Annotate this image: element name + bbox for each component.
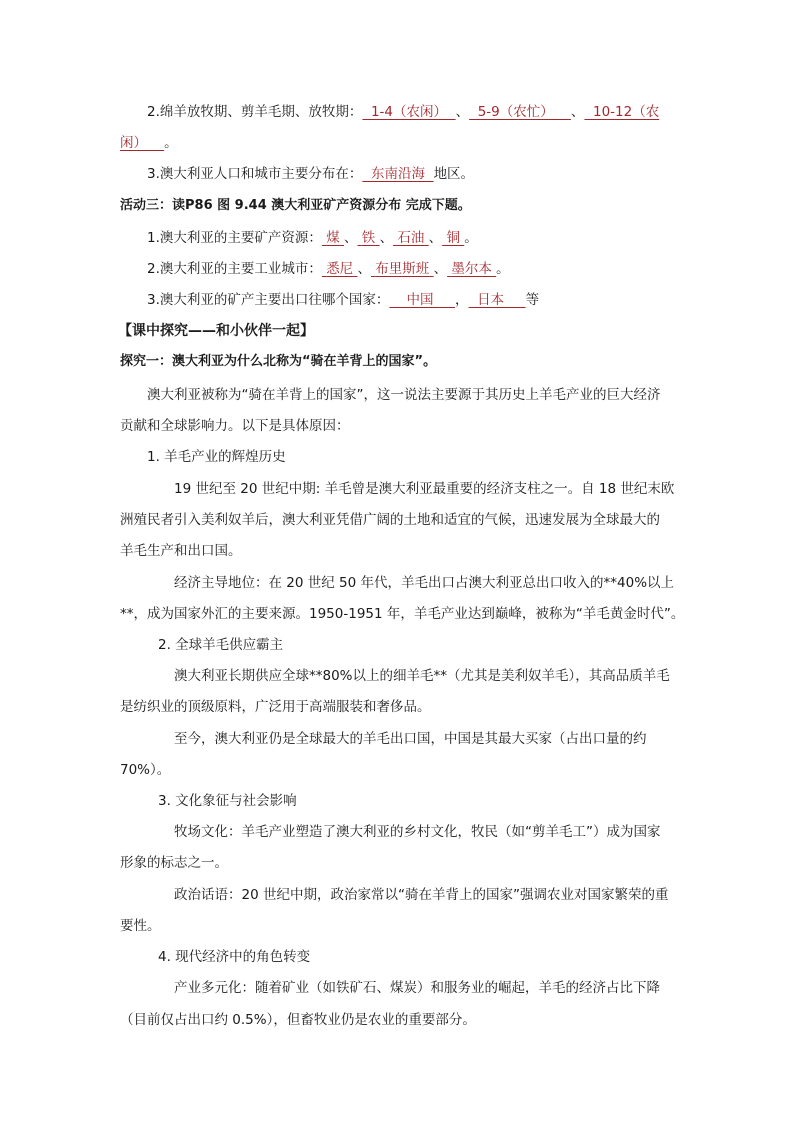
separator: 、 <box>570 104 585 120</box>
answer-blank: 悉尼 <box>326 261 354 277</box>
separator: 、 <box>343 230 358 246</box>
separator: 、 <box>357 261 371 277</box>
paragraph-line: 洲殖民者引入美利奴羊后，澳大利亚凭借广阔的土地和适宜的气候，迅速发展为全球最大的 <box>120 512 660 528</box>
paragraph-line: 形象的标志之一。 <box>120 855 228 871</box>
activity-3-q1 <box>147 228 478 248</box>
answer-blank: 闲） <box>120 135 165 151</box>
intro-line-1: 澳大利亚被称为“骑在羊背上的国家”，这一说法主要源于其历史上羊毛产业的巨大经济 <box>147 387 661 403</box>
paragraph-line: 19 世纪至 20 世纪中期: 羊毛曾是澳大利亚最重要的经济支柱之一。自 18 世纪末欧 <box>174 481 675 497</box>
section-3-title: 3. 文化象征与社会影响 <box>158 793 297 809</box>
paragraph-line: 政治话语：20 世纪中期，政治家常以“骑在羊背上的国家”强调农业对国家繁荣的重 <box>174 887 669 903</box>
period: 。 <box>496 261 510 277</box>
question-text: 2.绵羊放牧期、剪羊毛期、放牧期： <box>147 104 363 120</box>
paragraph-line: 是纺织业的顶级原料，广泛用于高端服装和奢侈品。 <box>120 699 431 715</box>
paragraph-line: 要性。 <box>120 918 161 934</box>
activity-3-q3 <box>147 290 539 310</box>
answer-blank: 煤 <box>326 230 340 246</box>
explore-1-title: 探究一：澳大利亚为什么北称为“骑在羊背上的国家”。 <box>120 354 437 369</box>
answer-blank: 1-4（农闲） <box>362 104 456 120</box>
paragraph-line: 经济主导地位：在 20 世纪 50 年代，羊毛出口占澳大利亚总出口收入的**40%以上 <box>174 575 675 591</box>
separator: ， <box>455 292 469 308</box>
question-text: 3.澳大利亚人口和城市主要分布在： <box>147 166 363 182</box>
answer-blank: 中国 <box>389 292 456 308</box>
separator: 、 <box>455 104 470 120</box>
question-end: 等 <box>525 292 540 308</box>
separator: 、 <box>379 230 394 246</box>
question-text: 1.澳大利亚的主要矿产资源： <box>147 230 322 246</box>
answer-blank: 墨尔本 <box>451 261 492 277</box>
paragraph-line: 羊毛生产和出口国。 <box>120 543 242 559</box>
paragraph-line: 牧场文化：羊毛产业塑造了澳大利亚的乡村文化，牧民（如“剪羊毛工”）成为国家 <box>174 824 661 840</box>
section-header: 【课中探究——和小伙伴一起】 <box>118 323 314 339</box>
section-4-title: 4. 现代经济中的角色转变 <box>158 949 311 965</box>
answer-blank: 布里斯班 <box>375 261 430 277</box>
period: 。 <box>464 230 478 246</box>
section-1-title: 1. 羊毛产业的辉煌历史 <box>147 449 286 465</box>
answer-blank: 5-9（农忙） <box>469 104 571 120</box>
answer-blank: 日本 <box>468 292 526 308</box>
paragraph-line: 至今，澳大利亚仍是全球最大的羊毛出口国，中国是其最大买家（占出口量的约 <box>174 731 647 747</box>
answer-blank: 石油 <box>397 230 425 246</box>
separator: 、 <box>433 261 448 277</box>
paragraph-line: 澳大利亚长期供应全球**80%以上的细羊毛**（尤其是美利奴羊毛），其高品质羊毛 <box>174 668 670 684</box>
period: 。 <box>164 135 178 151</box>
activity-3-q2 <box>147 259 510 279</box>
paragraph-line: 产业多元化：随着矿业（如铁矿石、煤炭）和服务业的崛起，羊毛的经济占比下降 <box>174 980 660 996</box>
question-3 <box>147 164 474 184</box>
question-end: 地区。 <box>433 166 475 182</box>
answer-blank: 铜 <box>446 230 460 246</box>
paragraph-line: **，成为国家外汇的主要来源。1950-1951 年，羊毛产业达到巅峰，被称为“羊毛黄金时代”。 <box>120 606 685 622</box>
answer-blank: 铁 <box>361 230 376 246</box>
activity-3-title: 活动三：读P86 图 9.44 澳大利亚矿产资源分布 完成下题。 <box>120 198 471 213</box>
answer-blank: 10-12（农 <box>584 104 660 120</box>
question-2-cont <box>120 133 178 153</box>
question-2 <box>147 102 659 122</box>
question-text: 2.澳大利亚的主要工业城市： <box>147 261 322 277</box>
question-text: 3.澳大利亚的矿产主要出口往哪个国家： <box>147 292 390 308</box>
answer-blank: 东南沿海 <box>362 166 434 182</box>
paragraph-line: 70%）。 <box>120 762 171 778</box>
separator: 、 <box>428 230 443 246</box>
section-2-title: 2. 全球羊毛供应霸主 <box>158 637 284 653</box>
paragraph-line: （目前仅占出口约 0.5%），但畜牧业仍是农业的重要部分。 <box>120 1012 476 1028</box>
intro-line-2: 贡献和全球影响力。以下是具体原因： <box>120 418 350 434</box>
